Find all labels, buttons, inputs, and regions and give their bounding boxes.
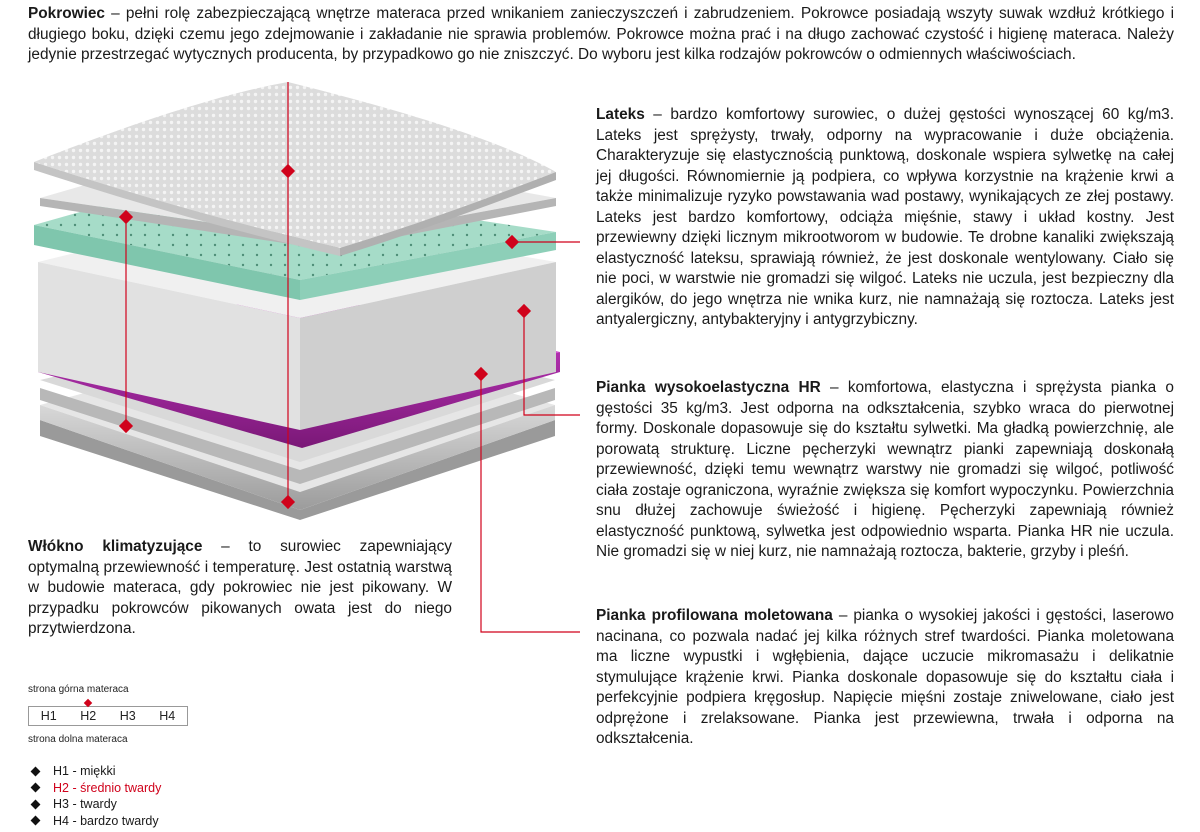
legend-item xyxy=(32,796,161,813)
intro-text: – pełni rolę zabezpieczającą wnętrze materaca przed wnikaniem zanieczyszczeń i zabrudzeniem. Pokrowce posiadają wszyty suwak wzdłuż krótkiego i długiego boku, dzięki czemu jego zdejmowanie i zakładanie nie sprawia problemów. Pokrowce można prać i na długo zachować czystość i higienę materaca. Należy jedynie przestrzegać wytycznych producenta, by przypadkowo go nie zniszczyć. Do wyboru jest kilka rodzajów pokrowców o odmiennych właściwościach. xyxy=(28,5,1174,63)
scale-level: H4 xyxy=(159,709,176,723)
scale-level: H2 xyxy=(80,709,97,723)
fiber-title: Włókno klimatyzujące xyxy=(28,538,203,555)
hardness-legend xyxy=(32,763,161,829)
diamond-icon xyxy=(31,799,41,809)
latex-paragraph xyxy=(596,105,1174,331)
legend-label: H4 - bardzo twardy xyxy=(53,813,159,828)
legend-label: H1 - miękki xyxy=(53,764,116,778)
fiber-paragraph xyxy=(28,537,452,640)
fiber-text: – to surowiec zapewniający optymalną przewiewność i temperaturę. Jest ostatnią warstwą w budowie materaca, gdy pokrowiec nie jest pikowany. W przypadku pokrowców pikowanych owata jest do niego przytwierdzona. xyxy=(28,538,452,637)
legend-label: H2 - średnio twardy xyxy=(53,780,162,795)
latex-title: Lateks xyxy=(596,106,645,123)
legend-item xyxy=(32,763,161,780)
profiled-foam-paragraph xyxy=(596,606,1174,750)
legend-label: H3 - twardy xyxy=(53,797,117,811)
latex-text: – bardzo komfortowy surowiec, o dużej gęstości wynoszącej 60 kg/m3. Lateks jest sprężysty, trwały, odporny na wypracowanie i duże obciążenia. Charakteryzuje się elastycznością punktową, doskonale wspiera sylwetkę na całej jej długości. Równomiernie ją podpiera, co wpływa korzystnie na krążenie krwi a także minimalizuje ryzyko powstawania wad postawy, wynikających ze złej postawy. Lateks jest bardzo komfortowy, odciąża mięśnie, stawy i układ kostny. Jest przewiewny dzięki licznym mikrootworom w budowie. Te drobne kanaliki zwiększają elastyczność lateksu, sprawiają również, że jest doskonale wentylowany. Ciało się nie poci, w warstwie nie gromadzi się wilgoć. Lateks nie uczula, jest bezpieczny dla alergików, do jego wnętrza nie wnika kurz, nie namnażają się roztocza. Lateks jest antyalergiczny, antybakteryjny i antygrzybiczny. xyxy=(596,106,1174,328)
scale-levels xyxy=(28,706,188,726)
diamond-icon xyxy=(31,783,41,793)
profiled-foam-title: Pianka profilowana moletowana xyxy=(596,607,833,624)
legend-item xyxy=(32,813,161,830)
legend-item-selected xyxy=(32,780,161,797)
scale-level: H3 xyxy=(119,709,136,723)
hr-foam-text: – komfortowa, elastyczna i sprężysta pianka o gęstości 35 kg/m3. Jest odporna na odkształcenia, szybko wraca do pierwotnej formy. Doskonale dopasowuje się do kształtu sylwetki. Ma gładką powierzchnię, ale porowatą strukturę. Liczne pęcherzyki wewnątrz pianki zapewniają doskonałą przewiewność, dzięki temu wewnątrz warstwy nie gromadzi się wilgoć, potliwość ciała zostaje ograniczona, wyraźnie zwiększa się komfort wypoczynku. Powierzchnia snu dłużej zachowuje świeżość i higienę. Pęcherzyki zapewniają również elastyczność punktową, sylwetka jest odpowiednio wsparta. Pianka HR nie uczula. Nie gromadzi się w niej kurz, nie namnażają roztocza, bakterie, grzyby i pleśń. xyxy=(596,379,1174,560)
hr-foam-title: Pianka wysokoelastyczna HR xyxy=(596,379,821,396)
scale-top-caption: strona górna materaca xyxy=(28,684,129,695)
hardness-scale xyxy=(28,684,198,745)
profiled-foam-text: – pianka o wysokiej jakości i gęstości, laserowo nacinana, co pozwala nadać jej kilka różnych stref twardości. Pianka moletowana ma liczne wypustki i wgłębienia, dające uczucie mikromasażu i delikatnie stymulujące krążenie krwi. Pianka doskonale dopasowuje się do kształtu ciała i perfekcyjnie podpiera kręgosłup. Napięcie mięśni zostaje zniwelowane, ciało jest odprężone i zrelaksowane. Pianka jest przewiewna, trwała i odporna na odkształcenia. xyxy=(596,607,1174,747)
diamond-icon xyxy=(31,816,41,826)
diamond-icon xyxy=(31,766,41,776)
scale-level: H1 xyxy=(40,709,57,723)
scale-bottom-caption: strona dolna materaca xyxy=(28,734,128,745)
hr-foam-paragraph xyxy=(596,378,1174,563)
intro-title: Pokrowiec xyxy=(28,5,105,22)
